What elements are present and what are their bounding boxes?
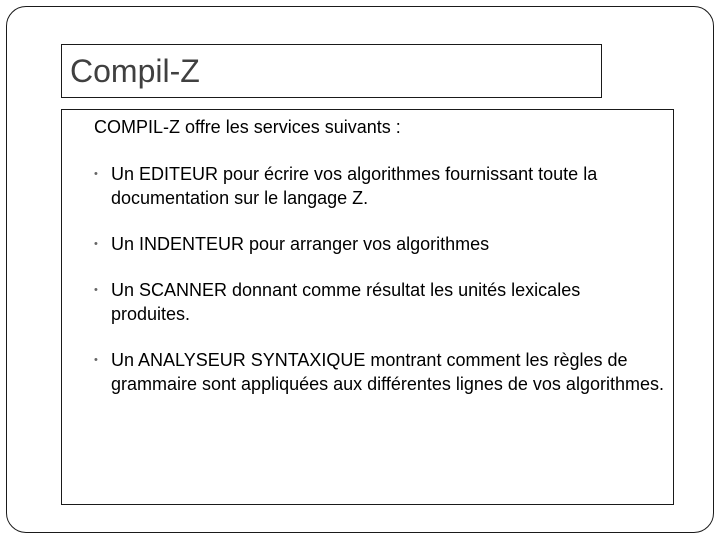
bullet-item-editeur <box>94 162 664 210</box>
slide-title: Compil-Z <box>70 53 200 89</box>
bullet-marker: • <box>94 238 98 250</box>
content-box <box>61 109 674 505</box>
bullet-marker: • <box>94 284 98 296</box>
bullet-text: Un SCANNER donnant comme résultat les unités lexicales produites. <box>111 280 581 324</box>
bullet-list <box>94 162 664 418</box>
bullet-text: Un INDENTEUR pour arranger vos algorithmes <box>111 234 490 254</box>
bullet-text: Un ANALYSEUR SYNTAXIQUE montrant comment les règles de grammaire sont appliquées aux différentes lignes de vos algorithmes. <box>111 350 664 394</box>
bullet-item-scanner <box>94 278 664 326</box>
bullet-marker: • <box>94 354 98 366</box>
intro-text: COMPIL-Z offre les services suivants : <box>94 117 401 137</box>
title-box <box>61 44 602 98</box>
bullet-marker: • <box>94 168 98 180</box>
bullet-item-analyseur <box>94 348 664 396</box>
bullet-item-indenteur <box>94 232 664 256</box>
slide-frame <box>6 6 714 533</box>
bullet-text: Un EDITEUR pour écrire vos algorithmes fournissant toute la documentation sur le langage Z. <box>111 164 598 208</box>
